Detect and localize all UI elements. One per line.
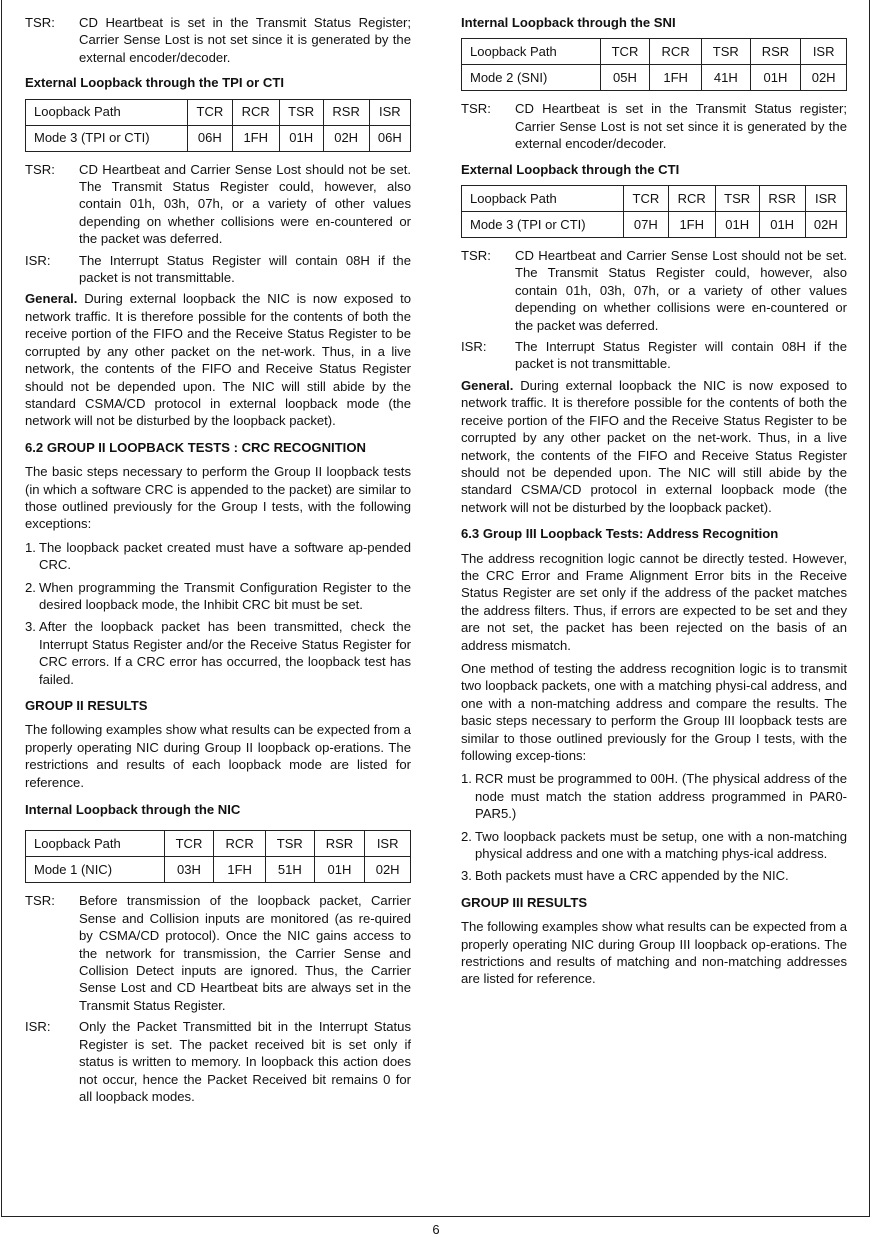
list-item: 3. After the loopback packet has been transmitted, check the Interrupt Status Register and/or the Receive Status Register for CRC errors. If a CRC error has occurred, the loopback test has failed. bbox=[25, 619, 411, 687]
table-cell: RCR bbox=[214, 831, 266, 857]
isr-note: ISR: The Interrupt Status Register will contain 08H if the packet is not transmittable. bbox=[25, 252, 411, 286]
table-cell: TCR bbox=[600, 39, 650, 65]
table-cell: TSR bbox=[265, 831, 314, 857]
loopback-table-sni bbox=[461, 38, 847, 91]
table-cell: 07H bbox=[623, 212, 668, 238]
table-cell: 01H bbox=[314, 857, 365, 883]
table-cell: Loopback Path bbox=[462, 39, 601, 65]
table-row bbox=[26, 125, 411, 151]
right-column bbox=[461, 14, 847, 994]
loopback-table-tpi bbox=[25, 99, 411, 152]
table-header-row bbox=[26, 831, 411, 857]
list-item: 2. When programming the Transmit Configuration Register to the desired loopback mode, the Inhibit CRC bit must be set. bbox=[25, 579, 411, 612]
table-cell: 1FH bbox=[650, 65, 702, 91]
section-heading: GROUP II RESULTS bbox=[25, 698, 148, 713]
table-cell: TCR bbox=[623, 186, 668, 212]
table-cell: 02H bbox=[365, 857, 411, 883]
section-heading: Internal Loopback through the SNI bbox=[461, 15, 676, 30]
paragraph: One method of testing the address recognition logic is to transmit two loopback packets, one with a matching physi-cal address, and one with a non-matching address and compare the results. The basic steps necessary to perform the Group III loopback tests are similar to those outlined previously for the Group I tests, with the following excep-tions: bbox=[461, 660, 847, 763]
section-heading: 6.2 GROUP II LOOPBACK TESTS : CRC RECOGNITION bbox=[25, 439, 366, 455]
isr-note: ISR: Only the Packet Transmitted bit in the Interrupt Status Register is set. The packet received bit is set only if status is written to memory. In loopback this action does not occur, hence the Packet Received bit remains 0 for all loopback modes. bbox=[25, 1019, 411, 1104]
table-cell: 01H bbox=[279, 125, 323, 151]
general-paragraph: General. During external loopback the NIC is now exposed to network traffic. It is therefore possible for the contents of both the receive portion of the FIFO and the Receive Status Register to be corrupted by any other packet on the net-work. Thus, in a live network, the contents of the FIFO and Receive Status Register should not be depended upon. The NIC will still abide by the standard CSMA/CD protocol in external loopback mode (the network will not be disturbed by the loopback packet). bbox=[25, 291, 411, 429]
table-cell: TSR bbox=[701, 39, 750, 65]
table-cell: RSR bbox=[323, 99, 369, 125]
list-item: 1. RCR must be programmed to 00H. (The physical address of the node must match the station address programmed in PAR0-PAR5.) bbox=[461, 771, 847, 822]
table-cell: 03H bbox=[164, 857, 214, 883]
table-cell: 02H bbox=[801, 65, 847, 91]
section-heading: External Loopback through the TPI or CTI bbox=[25, 75, 284, 91]
left-column bbox=[25, 14, 411, 1109]
table-cell: TSR bbox=[279, 99, 323, 125]
list-item: 2. Two loopback packets must be setup, one with a non-matching physical address and one with a matching phys-ical address. bbox=[461, 828, 847, 862]
paragraph: The following examples show what results can be expected from a properly operating NIC during Group II loopback op-erations. The restrictions and results of each loopback mode are listed for reference. bbox=[25, 722, 411, 790]
table-cell: 51H bbox=[265, 857, 314, 883]
table-cell: 06H bbox=[369, 125, 410, 151]
table-cell: 1FH bbox=[668, 212, 715, 238]
list-item: 1. The loopback packet created must have a software ap-pended CRC. bbox=[25, 539, 411, 573]
table-cell: Mode 2 (SNI) bbox=[462, 65, 601, 91]
table-cell: Mode 3 (TPI or CTI) bbox=[26, 125, 188, 151]
list-item: 3. Both packets must have a CRC appended by the NIC. bbox=[461, 868, 789, 884]
table-cell: 01H bbox=[759, 212, 805, 238]
table-cell: Loopback Path bbox=[462, 186, 624, 212]
table-cell: 05H bbox=[600, 65, 650, 91]
table-cell: ISR bbox=[365, 831, 411, 857]
tsr-note: TSR: CD Heartbeat is set in the Transmit Status register; Carrier Sense Lost is not set since it is generated by the external encoder/decoder. bbox=[461, 101, 847, 152]
table-cell: 41H bbox=[701, 65, 750, 91]
table-cell: 02H bbox=[805, 212, 846, 238]
tsr-note: TSR: CD Heartbeat and Carrier Sense Lost should not be set. The Transmit Status Register could, however, also contain 01h, 03h, 07h, or a variety of other values depending on whether collisions were en-countered or the packet was deferred. bbox=[25, 161, 411, 247]
table-cell: TSR bbox=[715, 186, 759, 212]
table-cell: ISR bbox=[801, 39, 847, 65]
isr-note: ISR: The Interrupt Status Register will contain 08H if the packet is not transmittable. bbox=[461, 339, 847, 372]
table-cell: RCR bbox=[668, 186, 715, 212]
table-header-row bbox=[462, 39, 847, 65]
table-cell: RSR bbox=[314, 831, 365, 857]
paragraph: The basic steps necessary to perform the Group II loopback tests (in which a software CRC is appended to the packet) are similar to those outlined previously for the Group I tests, with the following exceptions: bbox=[25, 464, 411, 532]
tsr-note: TSR: CD Heartbeat and Carrier Sense Lost should not be set. The Transmit Status Register could, however, also contain 01h, 03h, 07h, or a variety of other values depending on whether collisions were en-countered or the packet was deferred. bbox=[461, 248, 847, 333]
table-cell: 01H bbox=[750, 65, 801, 91]
table-row bbox=[462, 212, 847, 238]
table-cell: ISR bbox=[805, 186, 846, 212]
table-cell: TCR bbox=[164, 831, 214, 857]
table-row bbox=[462, 65, 847, 91]
table-cell: 1FH bbox=[214, 857, 266, 883]
section-heading: 6.3 Group III Loopback Tests: Address Recognition bbox=[461, 526, 779, 542]
table-cell: 1FH bbox=[232, 125, 279, 151]
table-cell: Loopback Path bbox=[26, 99, 188, 125]
table-cell: RSR bbox=[750, 39, 801, 65]
table-cell: RCR bbox=[650, 39, 702, 65]
page-number: 6 bbox=[432, 1222, 440, 1237]
table-cell: TCR bbox=[187, 99, 232, 125]
general-paragraph: General. During external loopback the NIC is now exposed to network traffic. It is therefore possible for the contents of both the receive portion of the FIFO and the Receive Status Register to be corrupted by any other packet on the net-work. Thus, in a live network, the contents of the FIFO and Receive Status Register should not be depended upon. The NIC will still abide by the standard CSMA/CD protocol in external loopback mode (the network will not be disturbed by the loopback packet). bbox=[461, 377, 847, 515]
section-heading: GROUP III RESULTS bbox=[461, 894, 588, 910]
paragraph: The address recognition logic cannot be directly tested. However, the CRC Error and Frame Alignment Error bits in the Receive Status Register are set only if the address of the packet matches the address filters. Thus, if errors are expected to be set and they are not set, the packet has been rejected on the basis of an address mismatch. bbox=[461, 550, 847, 653]
section-heading: External Loopback through the CTI bbox=[461, 161, 680, 177]
table-cell: 01H bbox=[715, 212, 759, 238]
table-cell: 06H bbox=[187, 125, 232, 151]
table-cell: 02H bbox=[323, 125, 369, 151]
table-cell: Loopback Path bbox=[26, 831, 165, 857]
section-heading: Internal Loopback through the NIC bbox=[25, 802, 241, 818]
table-cell: RSR bbox=[759, 186, 805, 212]
table-header-row bbox=[26, 99, 411, 125]
tsr-note: TSR: CD Heartbeat is set in the Transmit Status Register; Carrier Sense Lost is not set since it is generated by the external encoder/decoder. bbox=[25, 15, 411, 65]
table-cell: Mode 1 (NIC) bbox=[26, 857, 165, 883]
loopback-table-nic bbox=[25, 830, 411, 883]
paragraph: The following examples show what results can be expected from a properly operating NIC during Group III loopback op-erations. The restrictions and results of matching and non-matching addresses are listed for reference. bbox=[461, 919, 847, 987]
table-row bbox=[26, 857, 411, 883]
table-cell: RCR bbox=[232, 99, 279, 125]
table-header-row bbox=[462, 186, 847, 212]
table-cell: ISR bbox=[369, 99, 410, 125]
table-cell: Mode 3 (TPI or CTI) bbox=[462, 212, 624, 238]
tsr-note: TSR: Before transmission of the loopback packet, Carrier Sense and Collision inputs are monitored (as re-quired by CSMA/CD protocol). Once the NIC gains access to the network for transmission, the Carrier Sense and Collision Detect inputs are ignored. Thus, the Carrier Sense Lost and CD Heartbeat bits are always set in the Transmit Status Register. bbox=[25, 893, 411, 1013]
loopback-table-cti bbox=[461, 185, 847, 238]
